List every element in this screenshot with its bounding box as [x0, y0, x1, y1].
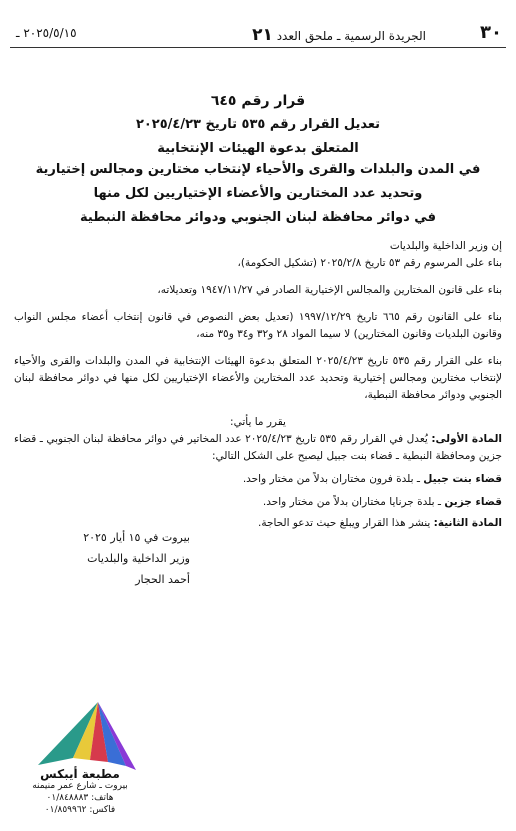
- printer-fax: فاكس: ٠١/٨٥٩٩٦٢: [44, 805, 116, 815]
- decision-number: قرار رقم ٦٤٥: [210, 93, 306, 109]
- preamble-3: بناء على القانون رقم ٦٦٥ تاريخ ١٩٩٧/١٢/٢٩ (تعديل بعض النصوص في قانون إنتخاب أعضاء مجلس النواب وقانون البلديات وقانون المختارين) لا سيما المواد ٢٨ و٣٢ و٣٤ و٣٥ منه،: [14, 311, 502, 340]
- header-divider: [10, 47, 506, 48]
- title-line-6: في دوائر محافظة لبنان الجنوبي ودوائر محافظة النبطية: [80, 210, 436, 225]
- printer-address: بيروت ـ شارع عمر منيمنه: [32, 781, 128, 791]
- gazette-name: الجريدة الرسمية ـ ملحق العدد: [276, 29, 426, 43]
- article-2-text: ينشر هذا القرار ويبلغ حيث تدعو الحاجة.: [257, 517, 431, 529]
- printer-phone: هاتف: ٠١/٨٤٨٨٨٣: [46, 793, 114, 803]
- preamble-2: بناء على قانون المختارين والمجالس الإختيارية الصادر في ١٩٤٧/١١/٢٧ وتعديلاته،: [157, 284, 502, 296]
- gazette-title: [252, 25, 426, 45]
- signature-place-date: بيروت في ١٥ أيار ٢٠٢٥: [83, 531, 190, 544]
- article-1-item-1: [14, 471, 502, 488]
- title-line-4: في المدن والبلدات والقرى والأحياء لإنتخاب مختارين ومجالس إختيارية: [35, 162, 481, 177]
- title-line-3: المتعلق بدعوة الهيئات الإنتخابية: [157, 141, 359, 156]
- title-line-5: وتحديد عدد المختارين والأعضاء الإختياريين لكل منها: [93, 186, 423, 201]
- article-1: [14, 431, 502, 465]
- decides-heading: يقرر ما يأتي:: [230, 416, 286, 428]
- item-2-text: ـ بلدة جرنايا مختاران بدلاً من مختار واحد.: [262, 496, 441, 508]
- article-2-label: المادة الثانية:: [433, 517, 502, 529]
- article-1-label: المادة الأولى:: [431, 433, 502, 445]
- page-header: [10, 22, 506, 46]
- minister-intro: إن وزير الداخلية والبلديات: [389, 240, 502, 252]
- page-number: ٣٠: [480, 22, 502, 43]
- preamble-4: بناء على القرار رقم ٥٣٥ تاريخ ٢٠٢٥/٤/٢٣ المتعلق بدعوة الهيئات الإنتخابية في المدن والبلدات والقرى والأحياء لإنتخاب مختارين ومجالس إختيارية وتحديد عدد المختارين والأعضاء الإختياريين لكل منها في دوائر محافظة لبنان الجنوبي ودوائر محافظة النبطية،: [14, 355, 502, 401]
- title-line-2: تعديل القرار رقم ٥٣٥ تاريخ ٢٠٢٥/٤/٢٣: [135, 117, 381, 132]
- decision-body: [14, 238, 502, 532]
- issue-date: ٢٠٢٥/٥/١٥ ـ: [16, 26, 77, 40]
- item-1-label: قضاء بنت جبيل: [423, 473, 502, 485]
- signature-block: [20, 527, 190, 590]
- signature-name: أحمد الحجار: [135, 573, 190, 586]
- article-1-item-2: [14, 494, 502, 511]
- printer-info: [20, 768, 140, 816]
- preamble-1: بناء على المرسوم رقم ٥٣ تاريخ ٢٠٢٥/٢/٨ (تشكيل الحكومة)،: [237, 257, 502, 269]
- item-1-text: ـ بلدة فرون مختاران بدلاً من مختار واحد.: [242, 473, 420, 485]
- issue-number: ٢١: [252, 25, 273, 45]
- item-2-label: قضاء جزين: [444, 496, 502, 508]
- article-1-text: يُعدل في القرار رقم ٥٣٥ تاريخ ٢٠٢٥/٤/٢٣ عدد المخاتير في دوائر محافظة لبنان الجنوبي ـ قضاء جزين ومحافظة النبطية ـ قضاء بنت جبيل ليصبح على الشكل التالي:: [14, 433, 502, 462]
- signature-role: وزير الداخلية والبلديات: [87, 552, 190, 565]
- printer-name: مطبعة أيبكس: [40, 767, 120, 781]
